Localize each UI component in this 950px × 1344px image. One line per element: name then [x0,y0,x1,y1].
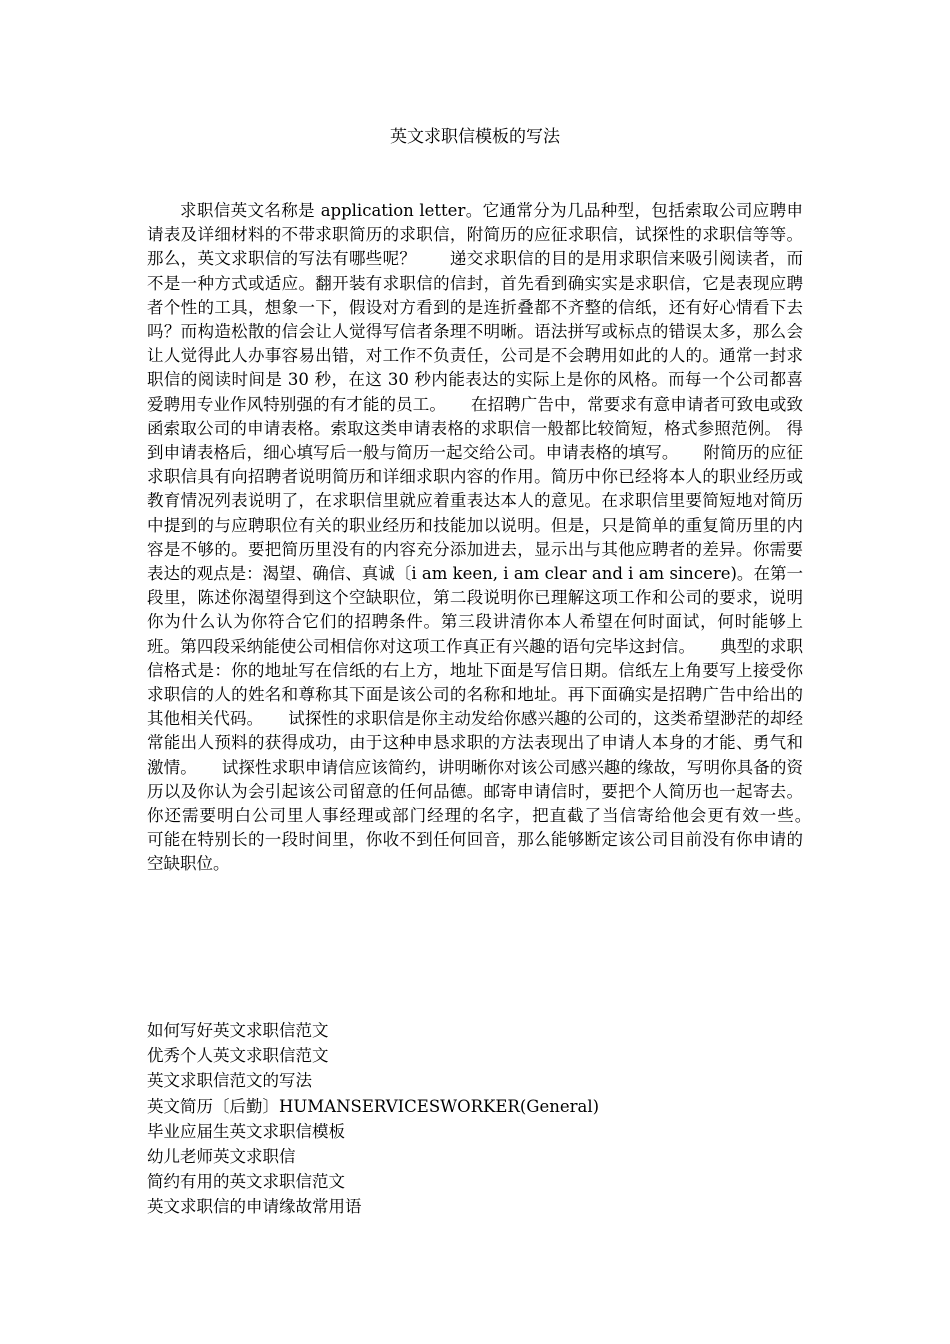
related-link[interactable]: 简约有用的英文求职信范文 [147,1172,345,1192]
related-link[interactable]: 毕业应届生英文求职信模板 [147,1121,345,1141]
related-links-list [147,1018,803,1220]
related-link[interactable]: 如何写好英文求职信范文 [147,1021,329,1040]
related-link[interactable]: 英文简历〔后勤〕HUMANSERVICESWORKER(General) [147,1096,600,1116]
related-link[interactable]: 幼儿老师英文求职信 [147,1147,296,1167]
related-link[interactable]: 英文求职信范文的写法 [147,1071,312,1091]
body-paragraph: 求职信英文名称是 application letter。它通常分为几品种型，包括索取公司应聘申请表及详细材料的不带求职简历的求职信，附简历的应征求职信，试探性的求职信等等。 那么，英文求职信的写法有哪些呢？ 递交求职信的目的是用求职信来吸引阅读者，而不是一种方式或适应。翻开装有求职信的信封，首先看到确实实是求职信，它是表现应聘者个性的工具，想象一下，假设对方看到的是连折叠都不齐整的信纸，还有好心情看下去吗？而构造松散的信会让人觉得写信者条理不明晰。语法拼写或标点的错误太多，那么会让人觉得此人办事容易出错，对工作不负责任，公司是不会聘用如此的人的。通常一封求职信的阅读时间是 30 秒，在这 30 秒内能表达的实际上是你的风格。而每一个公司都喜爱聘用专业作风特别强的有才能的员工。 在招聘广告中，常要求有意申请者可致电或致函索取公司的申请表格。索取这类申请表格的求职信一般都比较简短，格式参照范例。 得到申请表格后，细心填写后一般与简历一起交给公司。申请表格的填写。 附简历的应征求职信具有向招聘者说明简历和详细求职内容的作用。简历中你已经将本人的职业经历或教育情况列表说明了，在求职信里就应着重表达本人的意见。在求职信里要简短地对简历中提到的与应聘职位有关的职业经历和技能加以说明。但是，只是简单的重复简历里的内容是不够的。要把简历里没有的内容充分添加进去，显示出与其他应聘者的差异。你需要表达的观点是：渴望、确信、真诚〔i am keen, i am clear and i am sincere)。在第一段里，陈述你渴望得到这个空缺职位，第二段说明你已理解这项工作和公司的要求，说明你为什么认为你符合它们的招聘条件。第三段讲清你本人希望在何时面试，何时能够上班。第四段采纳能使公司相信你对这项工作真正有兴趣的语句完毕这封信。 典型的求职信格式是：你的地址写在信纸的右上方，地址下面是写信日期。信纸左上角要写上接受你求职信的人的姓名和尊称其下面是该公司的名称和地址。再下面确实是招聘广告中给出的其他相关代码。 试探性的求职信是你主动发给你感兴趣的公司的，这类希望渺茫的却经常能出人预料的获得成功，由于这种申恳求职的方法表现出了申请人本身的才能、勇气和激情。 试探性求职申请信应该简约，讲明晰你对该公司感兴趣的缘故，写明你具备的资历以及你认为会引起该公司留意的任何品德。邮寄申请信时，要把个人简历也一起寄去。你还需要明白公司里人事经理或部门经理的名字，把直截了当信寄给他会更有效一些。 可能在特别长的一段时间里，你收不到任何回音，那么能够断定该公司目前没有你申请的空缺职位。 [147,201,836,874]
related-link[interactable]: 英文求职信的申请缘故常用语 [147,1197,362,1217]
related-link[interactable]: 优秀个人英文求职信范文 [147,1046,329,1066]
document-title: 英文求职信模板的写法 [390,127,560,147]
